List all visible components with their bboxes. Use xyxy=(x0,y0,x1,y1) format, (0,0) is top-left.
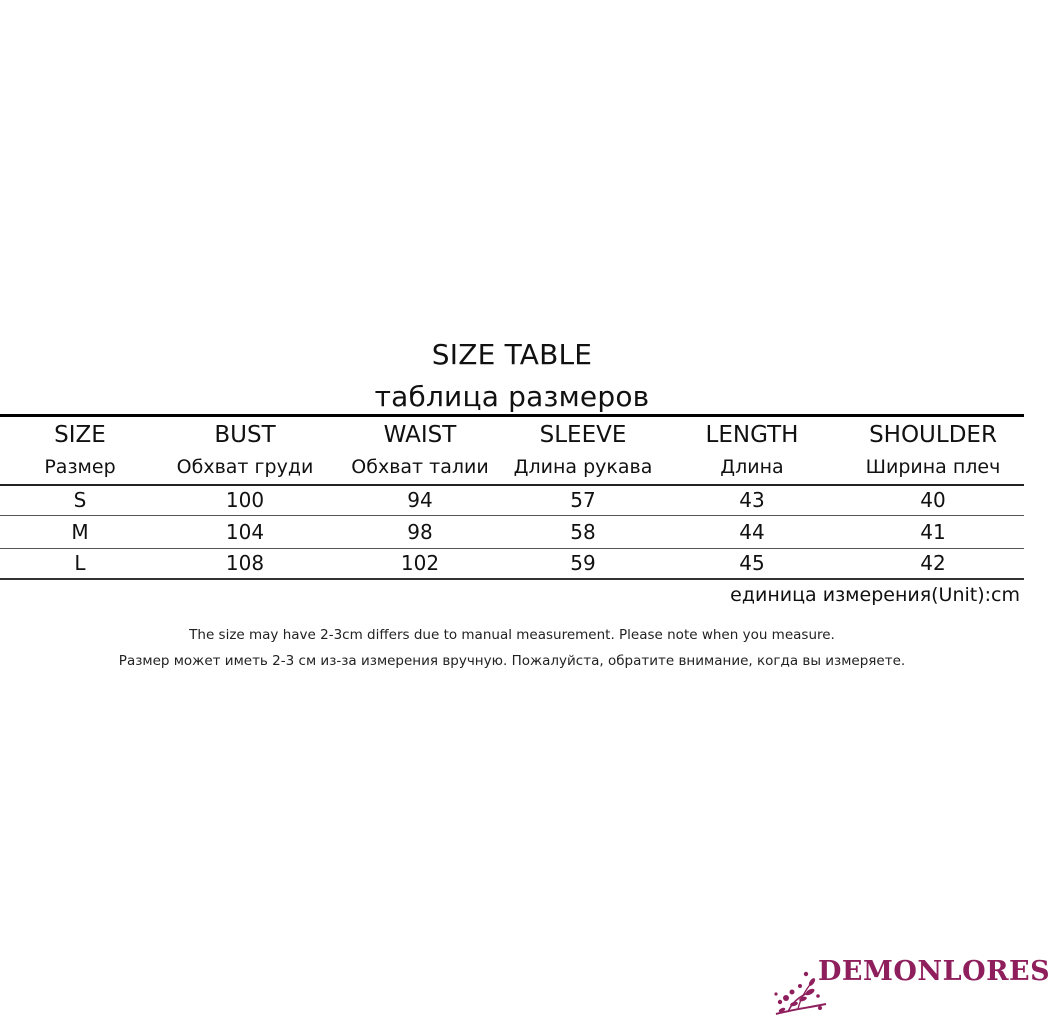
column-header-ru: Длина рукава xyxy=(513,456,653,478)
table-cell: 41 xyxy=(920,520,946,544)
column-header-ru: Длина xyxy=(720,456,784,478)
table-cell: 108 xyxy=(225,551,265,575)
column-header-ru: Размер xyxy=(44,456,116,478)
column-header-ru: Обхват груди xyxy=(176,456,314,478)
unit-label: единица измерения(Unit):cm xyxy=(730,584,1020,606)
table-cell: 94 xyxy=(407,488,433,512)
table-bottom-rule xyxy=(0,578,1024,580)
table-cell: 57 xyxy=(570,488,596,512)
page-title: SIZE TABLE xyxy=(431,338,593,371)
table-cell: 59 xyxy=(570,551,596,575)
header-divider xyxy=(0,484,1024,486)
page-subtitle: таблица размеров xyxy=(374,380,650,413)
table-cell: 43 xyxy=(739,488,765,512)
table-cell: 100 xyxy=(225,488,265,512)
table-cell: 58 xyxy=(570,520,596,544)
table-cell: 45 xyxy=(739,551,765,575)
column-header: BUST xyxy=(214,422,276,448)
column-header: LENGTH xyxy=(705,422,799,448)
column-header: SIZE xyxy=(54,422,106,448)
brand-logo xyxy=(770,952,1050,1022)
table-cell: 44 xyxy=(739,520,765,544)
column-header: SHOULDER xyxy=(869,422,997,448)
column-header-ru: Ширина плеч xyxy=(865,456,1001,478)
header-row-ru xyxy=(0,456,1024,486)
table-top-rule xyxy=(0,414,1024,417)
table-cell: 104 xyxy=(225,520,265,544)
table-cell: S xyxy=(73,488,87,512)
table-row xyxy=(0,520,1024,550)
table-cell: 98 xyxy=(407,520,433,544)
row-divider xyxy=(0,548,1024,549)
table-cell: 40 xyxy=(920,488,946,512)
table-cell: 102 xyxy=(400,551,440,575)
header-row-en xyxy=(0,422,1024,452)
column-header: WAIST xyxy=(383,422,457,448)
table-cell: 42 xyxy=(920,551,946,575)
table-cell: L xyxy=(74,551,86,575)
table-row xyxy=(0,488,1024,518)
column-header-ru: Обхват талии xyxy=(351,456,489,478)
measurement-note-ru: Размер может иметь 2-3 см из-за измерения вручную. Пожалуйста, обратите внимание, когда вы измеряете. xyxy=(118,653,906,669)
row-divider xyxy=(0,515,1024,516)
table-row xyxy=(0,551,1024,581)
measurement-note-en: The size may have 2-3cm differs due to manual measurement. Please note when you measure. xyxy=(189,627,835,643)
table-cell: M xyxy=(71,520,89,544)
column-header: SLEEVE xyxy=(539,422,627,448)
brand-logo-text: DEMONLORES xyxy=(818,956,1050,987)
